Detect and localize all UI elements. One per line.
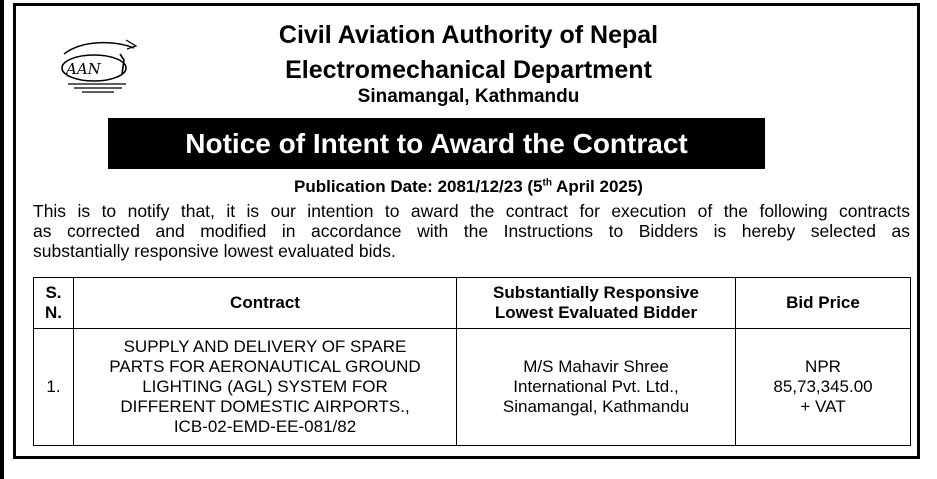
publication-date: [0, 176, 937, 198]
notice-title: Notice of Intent to Award the Contract: [185, 127, 688, 159]
header-bid-price: Bid Price: [736, 278, 911, 329]
price-line: NPR: [805, 357, 841, 376]
table-row: [34, 329, 911, 446]
department-name: Electromechanical Department: [285, 56, 652, 84]
intro-line: as corrected and modified in accordance with the Instructions to Bidders is hereby selected as: [33, 221, 910, 241]
cell-bid-price: [736, 329, 911, 446]
header-bidder-line: Substantially Responsive: [493, 283, 699, 302]
bidder-line: M/S Mahavir Shree: [523, 357, 669, 376]
intro-line: substantially responsive lowest evaluated bids.: [33, 241, 396, 261]
bidder-line: Sinamangal, Kathmandu: [502, 397, 690, 416]
price-line: + VAT: [800, 397, 846, 416]
header-bidder: [457, 278, 736, 329]
header-sn-line: S.: [45, 283, 62, 302]
price-line: 85,73,345.00: [773, 377, 873, 396]
header-contract: Contract: [74, 278, 457, 329]
organization-name: Civil Aviation Authority of Nepal: [278, 21, 659, 49]
intro-paragraph: [33, 201, 910, 261]
publication-date-superscript: th: [542, 177, 552, 189]
award-table: [33, 277, 911, 446]
contract-line: LIGHTING (AGL) SYSTEM FOR: [142, 377, 388, 396]
cell-sn: 1.: [34, 329, 74, 446]
header-bidder-line: Lowest Evaluated Bidder: [494, 303, 698, 322]
contract-line: PARTS FOR AERONAUTICAL GROUND: [109, 357, 421, 376]
bidder-line: International Pvt. Ltd.,: [513, 377, 679, 396]
contract-line: SUPPLY AND DELIVERY OF SPARE: [123, 337, 407, 356]
intro-line: This is to notify that, it is our intention to award the contract for execution of the following contracts: [33, 201, 910, 221]
publication-date-tail: April 2025): [551, 177, 643, 196]
header-sn-line: N.: [45, 303, 62, 322]
publication-date-text: Publication Date: 2081/12/23 (5: [294, 177, 543, 196]
header-sn: [34, 278, 74, 329]
cell-contract: [74, 329, 457, 446]
table-header-row: [34, 278, 911, 329]
notice-title-banner: [108, 118, 765, 169]
logo-lettering: AAN: [66, 60, 101, 78]
cell-bidder: [457, 329, 736, 446]
contract-line: DIFFERENT DOMESTIC AIRPORTS.,: [120, 397, 410, 416]
contract-line: ICB-02-EMD-EE-081/82: [173, 417, 357, 436]
location-text: Sinamangal, Kathmandu: [357, 86, 580, 107]
